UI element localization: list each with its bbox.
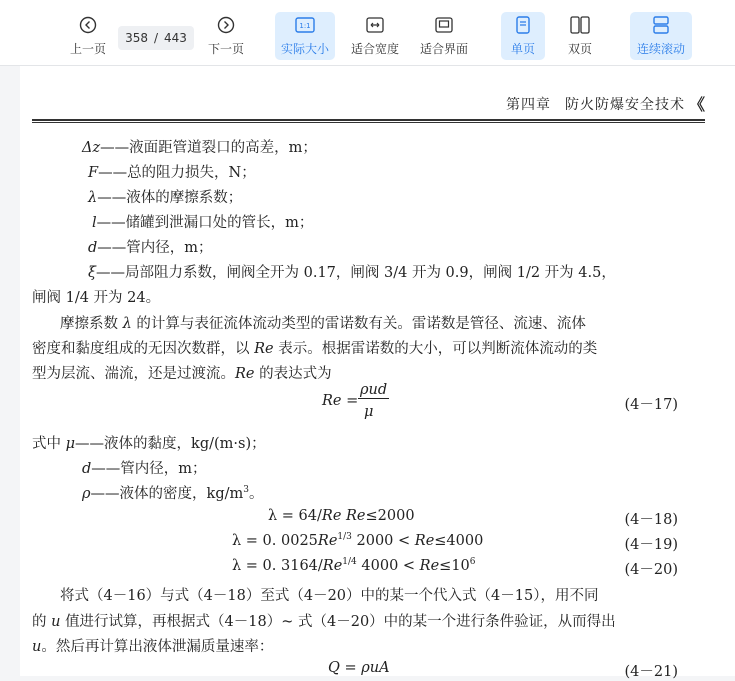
fit-page-icon xyxy=(435,14,453,36)
paragraph-line: 摩擦系数 λ 的计算与表征流体流动类型的雷诺数有关。雷诺数是管径、流速、流体 xyxy=(60,316,586,332)
fit-page-label: 适合界面 xyxy=(419,42,468,56)
chapter-number: 第四章 xyxy=(506,97,551,113)
single-page-icon xyxy=(515,14,531,36)
equation-4-19: λ = 0. $0025Re^{1/3}$ 2000 < Re≤4000 xyxy=(232,532,484,549)
prev-page-button[interactable] xyxy=(66,12,110,60)
definition-line: d——管内径，m； xyxy=(82,461,207,477)
header-rule-thick xyxy=(32,119,705,121)
page-header xyxy=(20,94,735,114)
definition-line: λ——液体的摩擦系数； xyxy=(88,190,243,206)
fit-width-label: 适合宽度 xyxy=(350,42,399,56)
single-page-button[interactable] xyxy=(501,12,545,60)
current-page-input[interactable]: 358 xyxy=(125,31,148,45)
definition-line: l——储罐到泄漏口处的管长，m； xyxy=(92,215,314,231)
fit-width-button[interactable] xyxy=(347,12,403,60)
header-rule-thin xyxy=(32,122,705,123)
svg-text:1:1: 1:1 xyxy=(299,22,311,30)
equation-number: (4－18) xyxy=(624,512,678,528)
chevron-left-circle-icon xyxy=(79,14,97,36)
fit-page-button[interactable] xyxy=(414,12,474,60)
page-separator: / xyxy=(153,31,159,45)
definition-line: F——总的阻力损失，N； xyxy=(88,165,256,181)
equation-number: (4－21) xyxy=(624,664,678,680)
definition-continuation: 闸阀 1/4 开为 24。 xyxy=(32,290,161,306)
total-pages: 443 xyxy=(164,31,187,45)
equation-4-20: λ = 0. $3164/Re^{1/4}$ $4000 < Re\le 10^6$ xyxy=(232,557,476,574)
fit-width-icon xyxy=(366,14,384,36)
actual-size-label: 实际大小 xyxy=(280,42,329,56)
prev-page-label: 上一页 xyxy=(69,42,106,56)
chapter-title: 防火防爆安全技术 xyxy=(565,97,685,113)
continuous-scroll-label: 连续滚动 xyxy=(636,42,685,56)
definition-line: Δz——液面距管道裂口的高差，m； xyxy=(82,140,317,156)
chevron-double-left-icon: 《 xyxy=(688,95,705,114)
actual-size-button[interactable] xyxy=(275,12,335,60)
double-page-label: 双页 xyxy=(567,42,592,56)
paragraph-line: 型为层流、湍流，还是过渡流。Re 的表达式为 xyxy=(32,366,332,382)
equation-4-21: Q = ρuA xyxy=(328,660,390,676)
definition-line: d——管内径，m； xyxy=(88,240,213,256)
equation-number: (4－20) xyxy=(624,562,678,578)
double-page-icon xyxy=(570,14,590,36)
definition-line: ξ——局部阻力系数，闸阀全开为 0.17，闸阀 3/4 开为 0.9，闸阀 1/2 开为 4.5， xyxy=(88,265,616,281)
single-page-label: 单页 xyxy=(510,42,535,56)
next-page-label: 下一页 xyxy=(207,42,244,56)
paragraph-line: 密度和黏度组成的无因次数群，以 Re 表示。根据雷诺数的大小，可以判断流体流动的类 xyxy=(32,341,598,357)
viewer-toolbar xyxy=(0,0,735,66)
equation-4-18: λ = 64/Re Re≤2000 xyxy=(268,508,415,524)
double-page-button[interactable] xyxy=(558,12,602,60)
definition-line: ρ——液体的密度，$kg/m^3$。 xyxy=(82,485,264,502)
continuous-scroll-icon xyxy=(652,14,670,36)
document-page: 第四章 防火防爆安全技术 《 Δz——液面距管道裂口的高差，m； F——总的阻力损失，N； λ——液体的摩擦系数； l——储罐到泄漏口处的管长，m； d——管内径，m； ξ——局部阻力系数，闸阀全开为 0.17，闸阀 3/4 开为 0.9，闸阀 1/2 开为 4.5， 闸阀 1/4 开为 24。 摩擦系数 λ 的计算与表征流体流动类型的雷诺数有关。雷诺数是管径、流速、流体 密度和黏度组成的无因次数群，以 Re 表示。根据雷诺数的大小，可以判断流体流动的类 型为层流、湍流，还是过渡流。Re 的表达式为 Re = ρud μ (4－17) 式中 μ——液体的黏度，kg/(m·s)； d——管内径，m； ρ——液体的密度，$kg/m^3$。 λ = 64/Re Re≤2000 (4－18) λ = 0. $0025Re^{1/3}$ 2000 < Re≤4000 (4－19) λ = 0. $3164/Re^{1/4}$ $4000 < Re\le 10^6$ (4－20) 将式（4－16）与式（4－18）至式（4－20）中的某一个代入式（4－15），用不同 的 u 值进行试算，再根据式（4－18）~ 式（4－20）中的某一个进行条件验证，从而得出 u。然后再计算出液体泄漏质量速率： Q = ρuA (4－21) xyxy=(20,66,735,676)
actual-size-icon xyxy=(295,14,315,36)
paragraph-line: 的 u 值进行试算，再根据式（4－18）~ 式（4－20）中的某一个进行条件验证，从而得出 xyxy=(32,614,616,630)
paragraph-line: u。然后再计算出液体泄漏质量速率： xyxy=(32,639,274,655)
page-number-field[interactable] xyxy=(118,26,194,50)
continuous-scroll-button[interactable] xyxy=(630,12,692,60)
definition-line: 式中 μ——液体的黏度，kg/(m·s)； xyxy=(32,436,266,452)
equation-number: (4－17) xyxy=(624,397,678,413)
equation-number: (4－19) xyxy=(624,537,678,553)
paragraph-line: 将式（4－16）与式（4－18）至式（4－20）中的某一个代入式（4－15），用不同 xyxy=(60,588,599,604)
chevron-right-circle-icon xyxy=(217,14,235,36)
next-page-button[interactable] xyxy=(204,12,248,60)
